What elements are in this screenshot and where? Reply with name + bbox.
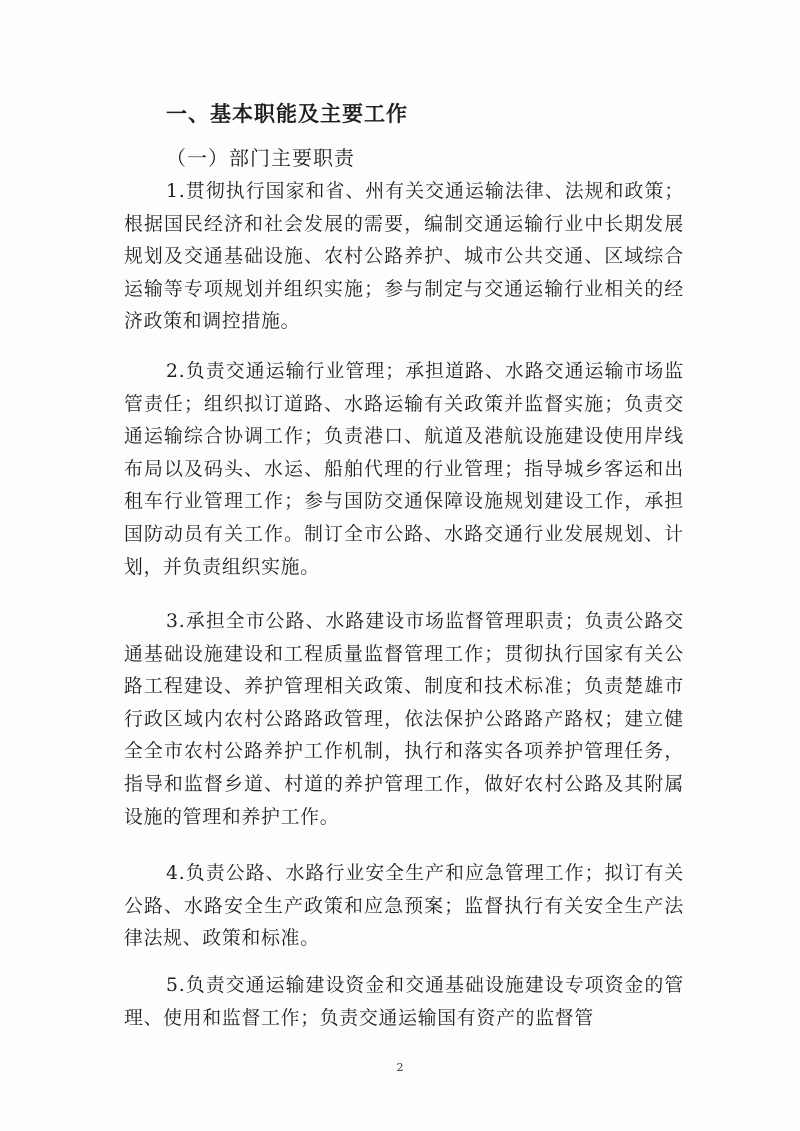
duty-paragraph-2: 2.负责交通运输行业管理；承担道路、水路交通运输市场监管责任；组织拟订道路、水路运输有关政策并监督实施；负责交通运输综合协调工作；负责港口、航道及港航设施建设使用岸线布局以及码头、水运、船舶代理的行业管理；指导城乡客运和出租车行业管理工作；参与国防交通保障设施规划建设工作，承担国防动员有关工作。制订全市公路、水路交通行业发展规划、计划，并负责组织实施。 — [124, 361, 684, 578]
page-number: 2 — [396, 1061, 404, 1074]
duty-paragraph-5: 5.负责交通运输建设资金和交通基础设施建设专项资金的管理、使用和监督工作；负责交通运输国有资产的监督管 — [124, 975, 684, 1029]
duty-paragraph-1: 1.贯彻执行国家和省、州有关交通运输法律、法规和政策；根据国民经济和社会发展的需要，编制交通运输行业中长期发展规划及交通基础设施、农村公路养护、城市公共交通、区域综合运输等专项规划并组织实施；参与制定与交通运输行业相关的经济政策和调控措施。 — [124, 181, 684, 333]
section-heading: 一、基本职能及主要工作 — [166, 102, 408, 126]
subsection-heading: （一）部门主要职责 — [166, 146, 355, 170]
duty-paragraph-3: 3.承担全市公路、水路建设市场监督管理职责；负责公路交通基础设施建设和工程质量监督管理工作；贯彻执行国家有关公路工程建设、养护管理相关政策、制度和技术标准；负责楚雄市行政区域内农村公路路政管理，依法保护公路路产路权；建立健全全市农村公路养护工作机制，执行和落实各项养护管理任务，指导和监督乡道、村道的养护管理工作，做好农村公路及其附属设施的管理和养护工作。 — [124, 611, 684, 828]
duty-paragraph-4: 4.负责公路、水路行业安全生产和应急管理工作；拟订有关公路、水路安全生产政策和应急预案；监督执行有关安全生产法律法规、政策和标准。 — [124, 863, 684, 950]
